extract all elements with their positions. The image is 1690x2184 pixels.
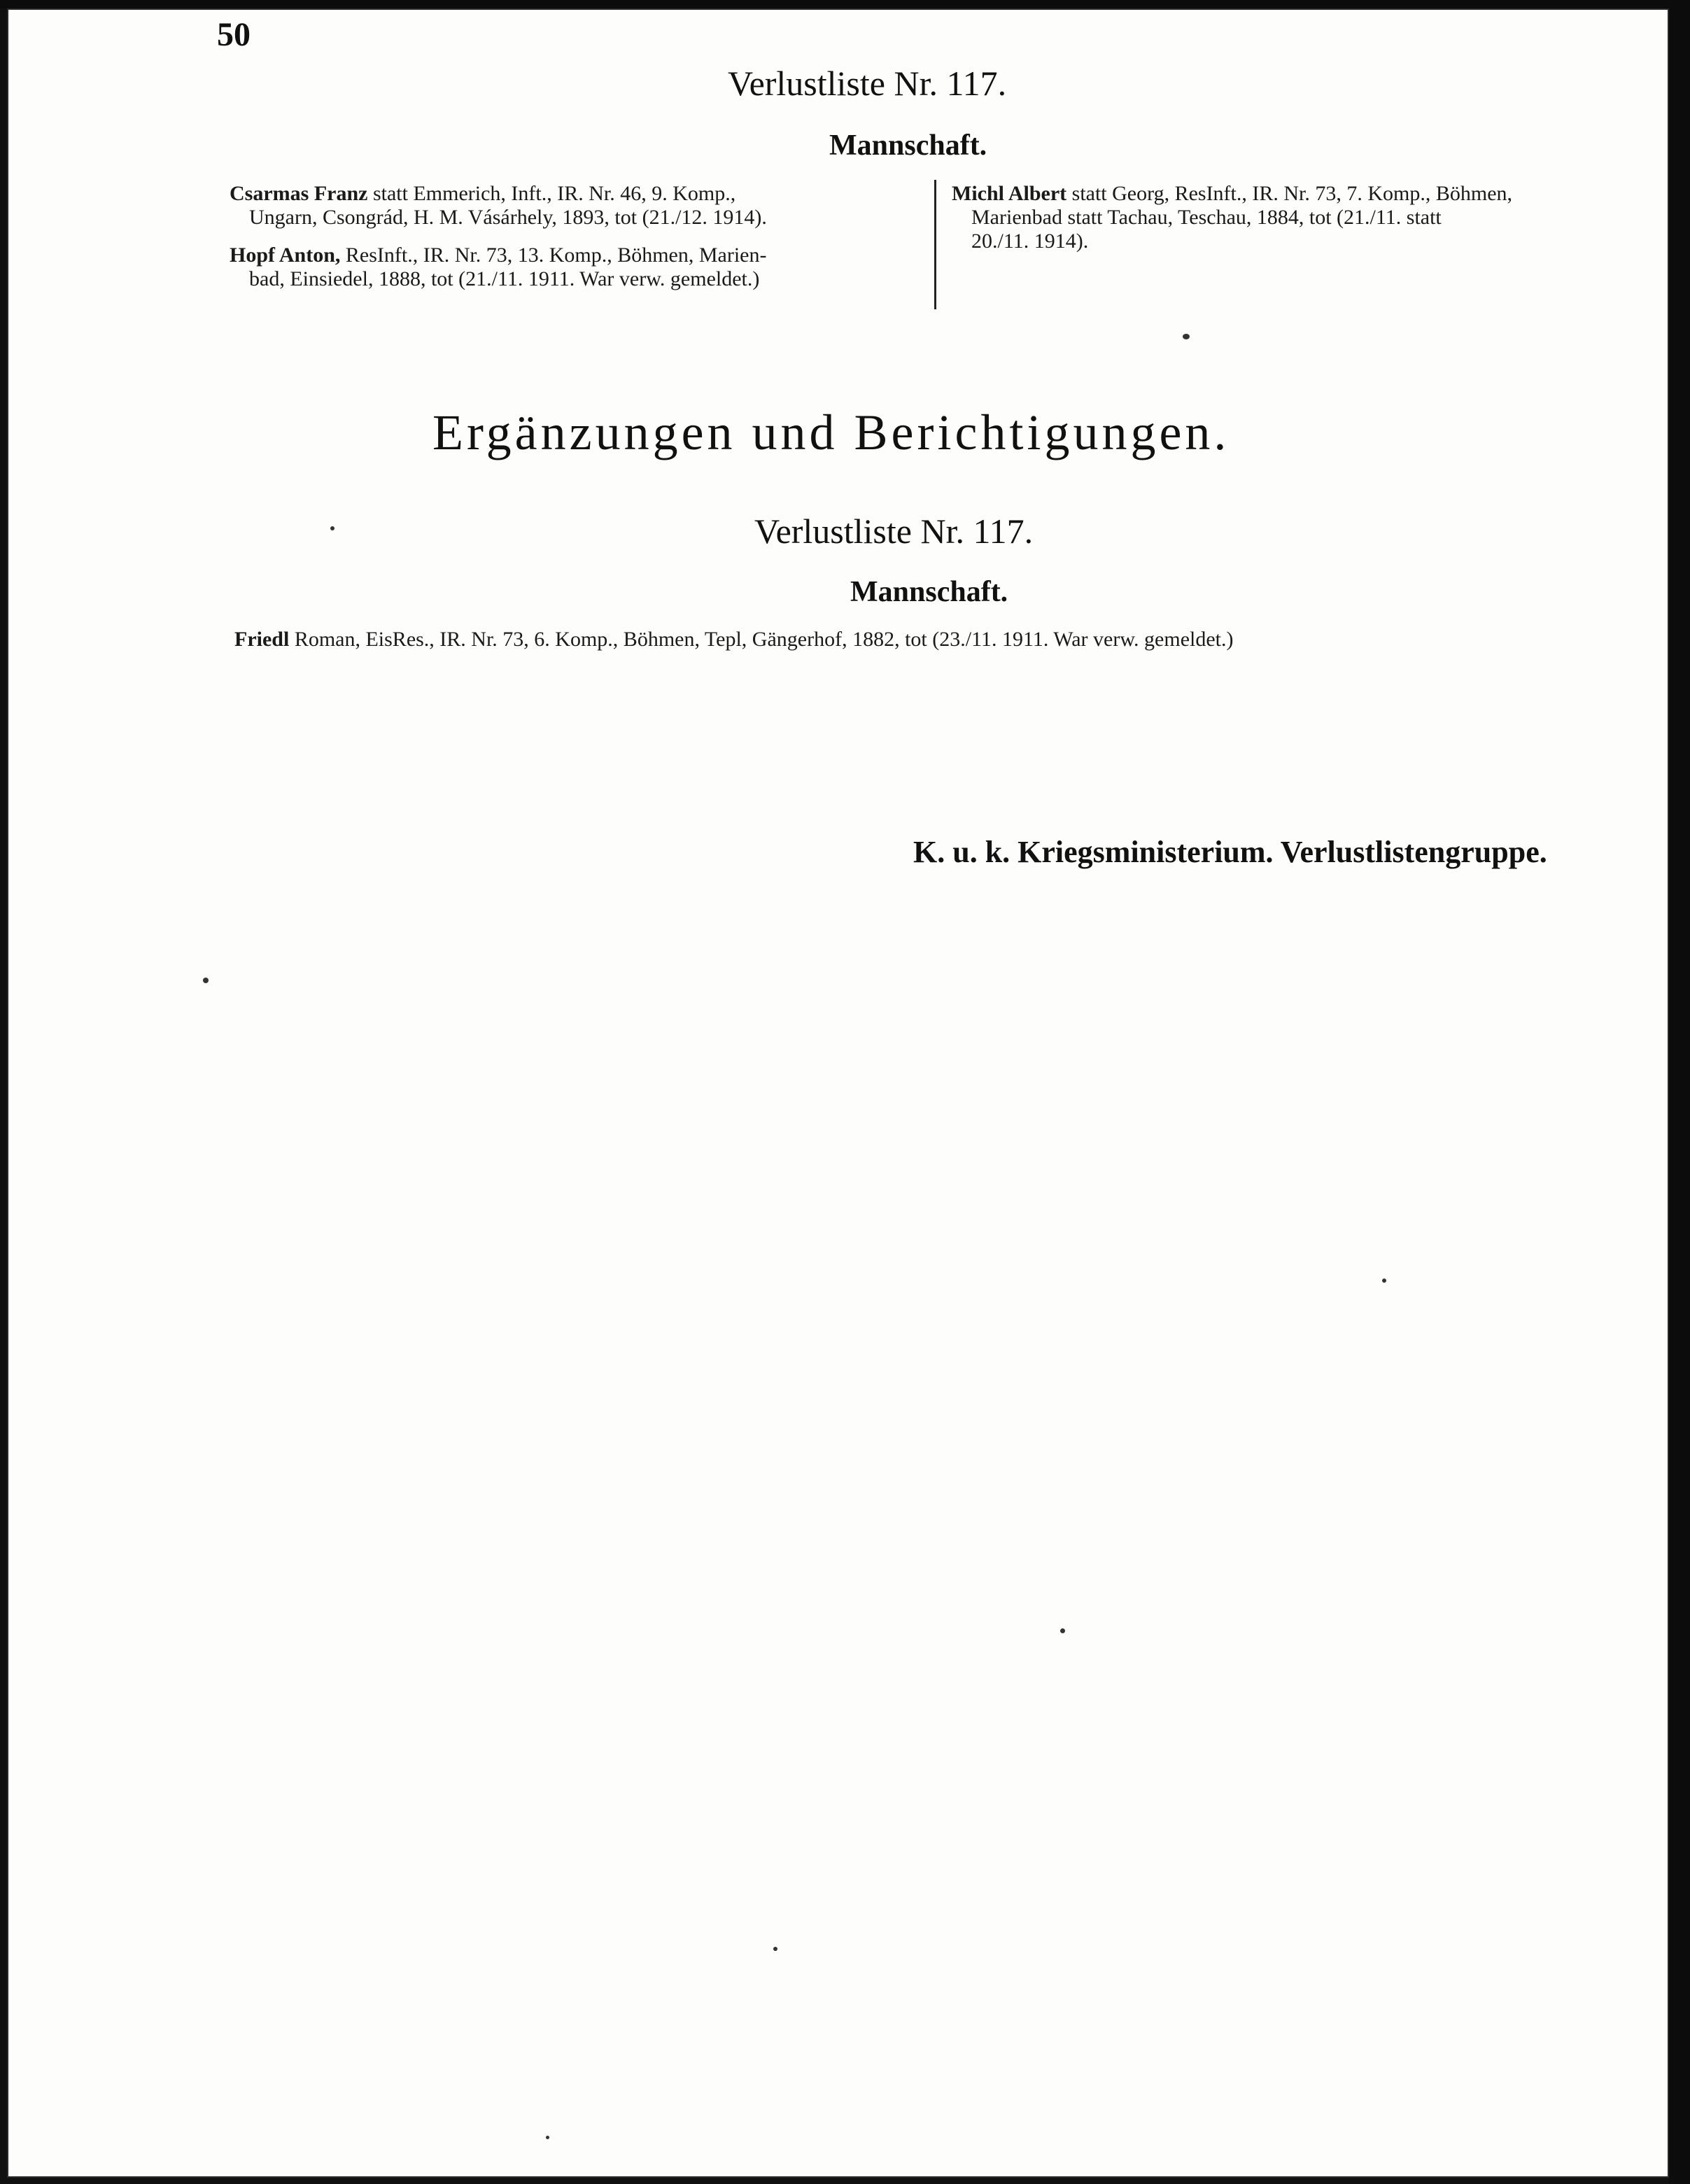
scan-speck bbox=[1382, 1278, 1386, 1283]
scan-speck bbox=[330, 526, 335, 530]
section2-subtitle: Mannschaft. bbox=[850, 576, 1008, 608]
section2-title: Verlustliste Nr. 117. bbox=[754, 512, 1034, 551]
entry-name: Hopf Anton, bbox=[230, 244, 341, 267]
scan-speck bbox=[546, 2136, 549, 2139]
right-column bbox=[952, 182, 1652, 267]
entry-text: statt Emmerich, Inft., IR. Nr. 46, 9. Komp., bbox=[367, 182, 736, 205]
list-entry bbox=[952, 182, 1652, 253]
entry-text: ResInft., IR. Nr. 73, 13. Komp., Böhmen, Marien- bbox=[340, 244, 767, 267]
entry-text: Roman, EisRes., IR. Nr. 73, 6. Komp., Böhmen, Tepl, Gängerhof, 1882, tot (23./11. 1911. War verw. gemeldet.) bbox=[289, 628, 1234, 651]
entry-text-continued: Ungarn, Csongrád, H. M. Vásárhely, 1893, tot (21./12. 1914). bbox=[249, 206, 767, 229]
list-entry bbox=[234, 628, 1634, 651]
scan-speck bbox=[1183, 334, 1190, 339]
section1-title: Verlustliste Nr. 117. bbox=[728, 64, 1007, 103]
entry-name: Michl Albert bbox=[952, 182, 1067, 205]
scan-speck bbox=[203, 978, 209, 983]
scan-speck bbox=[773, 1947, 777, 1951]
entry-name: Csarmas Franz bbox=[230, 182, 368, 205]
scan-border-top bbox=[0, 0, 1690, 8]
scan-border-right bbox=[1669, 0, 1690, 2184]
entry-text-continued: 20./11. 1914). bbox=[971, 230, 1089, 253]
section1-subtitle: Mannschaft. bbox=[829, 129, 987, 162]
entry-text-continued: bad, Einsiedel, 1888, tot (21./11. 1911. War verw. gemeldet.) bbox=[249, 267, 760, 290]
entry-text-continued: Marienbad statt Tachau, Teschau, 1884, tot (21./11. statt bbox=[971, 206, 1442, 229]
main-heading: Ergänzungen und Berichtigungen. bbox=[432, 404, 1230, 460]
entry-text: statt Georg, ResInft., IR. Nr. 73, 7. Komp., Böhmen, bbox=[1066, 182, 1513, 205]
left-column bbox=[230, 182, 929, 305]
entry-name: Friedl bbox=[234, 628, 290, 651]
list-entry bbox=[230, 182, 929, 230]
signature: K. u. k. Kriegsministerium. Verlustlistengruppe. bbox=[913, 835, 1547, 869]
column-divider bbox=[934, 180, 936, 309]
list-entry bbox=[230, 244, 929, 291]
scan-speck bbox=[1060, 1628, 1065, 1633]
document-page bbox=[7, 8, 1669, 2178]
page-number: 50 bbox=[217, 16, 251, 53]
